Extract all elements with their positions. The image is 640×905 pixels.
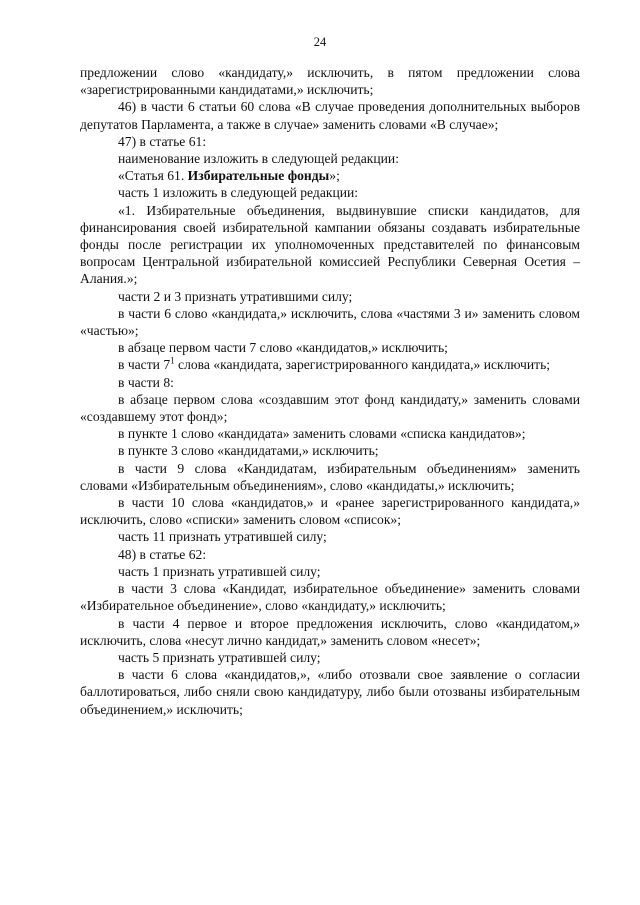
paragraph: в абзаце первом слова «создавшим этот фонд кандидату,» заменить словами «создавшему этот фонд»; <box>80 391 580 425</box>
paragraph: предложении слово «кандидату,» исключить, в пятом предложении слова «зарегистрированными кандидатами,» исключить; <box>80 65 580 98</box>
paragraph: в части 6 слово «кандидата,» исключить, слова «частями 3 и» заменить словом «частью»; <box>80 305 580 339</box>
document-body <box>80 64 580 718</box>
paragraph: в части 9 слова «Кандидатам, избирательным объединениям» заменить словами «Избирательным объединениям», слово «кандидаты,» исключить; <box>80 460 580 493</box>
paragraph: в части 10 слова «кандидатов,» и «ранее зарегистрированного кандидата,» исключить, слово «списки» заменить словом «список»; <box>80 495 580 528</box>
paragraph: «1. Избирательные объединения, выдвинувшие списки кандидатов, для финансирования своей избирательной кампании обязаны создавать избирательные фонды после регистрации их уполномоченных представителей по финансовым вопросам Центральной избирательной комиссией Республики Северная Осетия – Алания.»; <box>80 202 580 287</box>
article-title-bold: Избирательные фонды <box>187 168 330 184</box>
paragraph: часть 1 признать утратившей силу; <box>118 563 321 579</box>
superscript: 1 <box>170 355 175 366</box>
paragraph-with-superscript <box>80 356 580 373</box>
page-number: 24 <box>313 35 327 49</box>
article-title-suffix: »; <box>329 168 340 184</box>
paragraph-prefix: в части 7 <box>118 357 171 373</box>
paragraph: в части 4 первое и второе предложения исключить, слово «кандидатом,» исключить, слова «несут лично кандидат,» заменить словом «несет»; <box>80 615 580 648</box>
paragraph: в абзаце первом части 7 слово «кандидатов,» исключить; <box>118 340 448 356</box>
paragraph-article-title <box>80 167 580 184</box>
paragraph: в пункте 3 слово «кандидатами,» исключить; <box>118 443 379 459</box>
paragraph: в пункте 1 слово «кандидата» заменить словами «списка кандидатов»; <box>118 426 526 442</box>
paragraph-suffix: слова «кандидата, зарегистрированного кандидата,» исключить; <box>174 357 551 373</box>
paragraph: части 2 и 3 признать утратившими силу; <box>118 288 353 304</box>
paragraph: в части 8: <box>118 374 174 390</box>
paragraph: часть 5 признать утратившей силу; <box>118 649 321 665</box>
paragraph: наименование изложить в следующей редакции: <box>118 151 399 167</box>
paragraph: часть 11 признать утратившей силу; <box>118 529 327 545</box>
paragraph: часть 1 изложить в следующей редакции: <box>118 185 359 201</box>
paragraph: 48) в статье 62: <box>118 546 207 562</box>
article-title-prefix: «Статья 61. <box>118 168 188 184</box>
paragraph: в части 6 слова «кандидатов,», «либо отозвали свое заявление о согласии баллотироваться, либо сняли свою кандидатуру, либо были отозваны избирательным объединением,» исключить; <box>80 667 580 717</box>
paragraph: 46) в части 6 статьи 60 слова «В случае проведения дополнительных выборов депутатов Парламента, а также в случае» заменить словами «В случае»; <box>80 99 580 132</box>
paragraph: в части 3 слова «Кандидат, избирательное объединение» заменить словами «Избирательное объединение», слово «кандидату,» исключить; <box>80 581 580 614</box>
paragraph: 47) в статье 61: <box>118 133 207 149</box>
